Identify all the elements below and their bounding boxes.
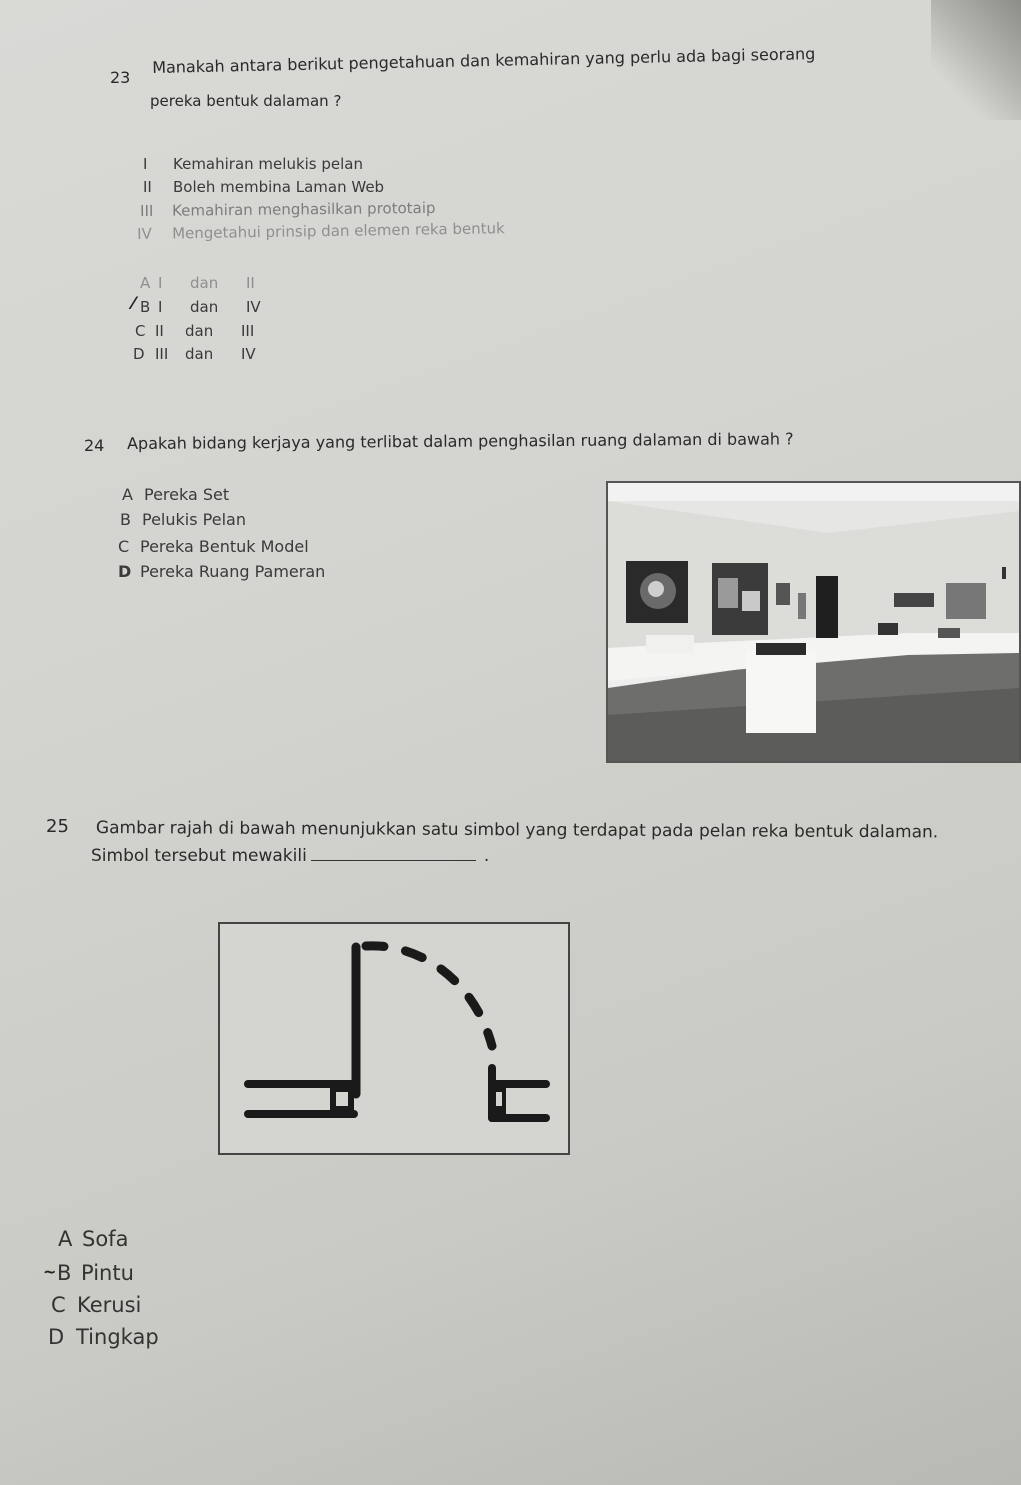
q23-question-line2: pereka bentuk dalaman ? xyxy=(150,92,342,110)
page-corner-shadow xyxy=(931,0,1021,120)
answer-tick-mark: ~ xyxy=(43,1262,57,1281)
q24-option[interactable]: A Pereka Set xyxy=(122,485,230,504)
q25-number: 25 xyxy=(46,816,69,837)
q25-option[interactable]: C Kerusi xyxy=(51,1293,142,1317)
q23-question-line1: Manakah antara berikut pengetahuan dan kemahiran yang perlu ada bagi seorang xyxy=(152,44,816,77)
q25-option[interactable]: A Sofa xyxy=(58,1227,129,1251)
q25-option[interactable]: B Pintu xyxy=(57,1261,134,1285)
q23-option[interactable]: C II dan III xyxy=(135,322,255,340)
answer-blank[interactable] xyxy=(311,846,476,861)
door-swing-plan-symbol xyxy=(218,922,570,1155)
q25-option[interactable]: D Tingkap xyxy=(48,1325,159,1349)
q23-statement: III Kemahiran menghasilkan prototaip xyxy=(140,198,436,220)
q23-number: 23 xyxy=(110,68,131,87)
q24-number: 24 xyxy=(84,436,105,455)
q24-option[interactable]: D Pereka Ruang Pameran xyxy=(118,562,326,581)
answer-tick-mark: ⁄ xyxy=(132,294,135,314)
q25-question-line2: Simbol tersebut mewakili . xyxy=(91,846,490,866)
q23-option[interactable]: B I dan IV xyxy=(140,298,261,316)
exhibition-gallery-photo xyxy=(606,481,1021,763)
q23-statement: I Kemahiran melukis pelan xyxy=(143,155,363,173)
q25-question-line1: Gambar rajah di bawah menunjukkan satu simbol yang terdapat pada pelan reka bentuk dalaman. xyxy=(95,818,939,843)
q23-statement: IV Mengetahui prinsip dan elemen reka bentuk xyxy=(137,219,505,243)
q24-option[interactable]: B Pelukis Pelan xyxy=(120,510,246,529)
q24-option[interactable]: C Pereka Bentuk Model xyxy=(118,537,309,556)
q23-option[interactable]: A I dan II xyxy=(140,274,255,292)
q23-statement: II Boleh membina Laman Web xyxy=(143,178,385,196)
q23-option[interactable]: D III dan IV xyxy=(133,345,256,363)
gallery-photo-icon xyxy=(608,483,1019,761)
q24-question: Apakah bidang kerjaya yang terlibat dalam penghasilan ruang dalaman di bawah ? xyxy=(127,429,794,453)
door-symbol-icon xyxy=(220,924,568,1153)
